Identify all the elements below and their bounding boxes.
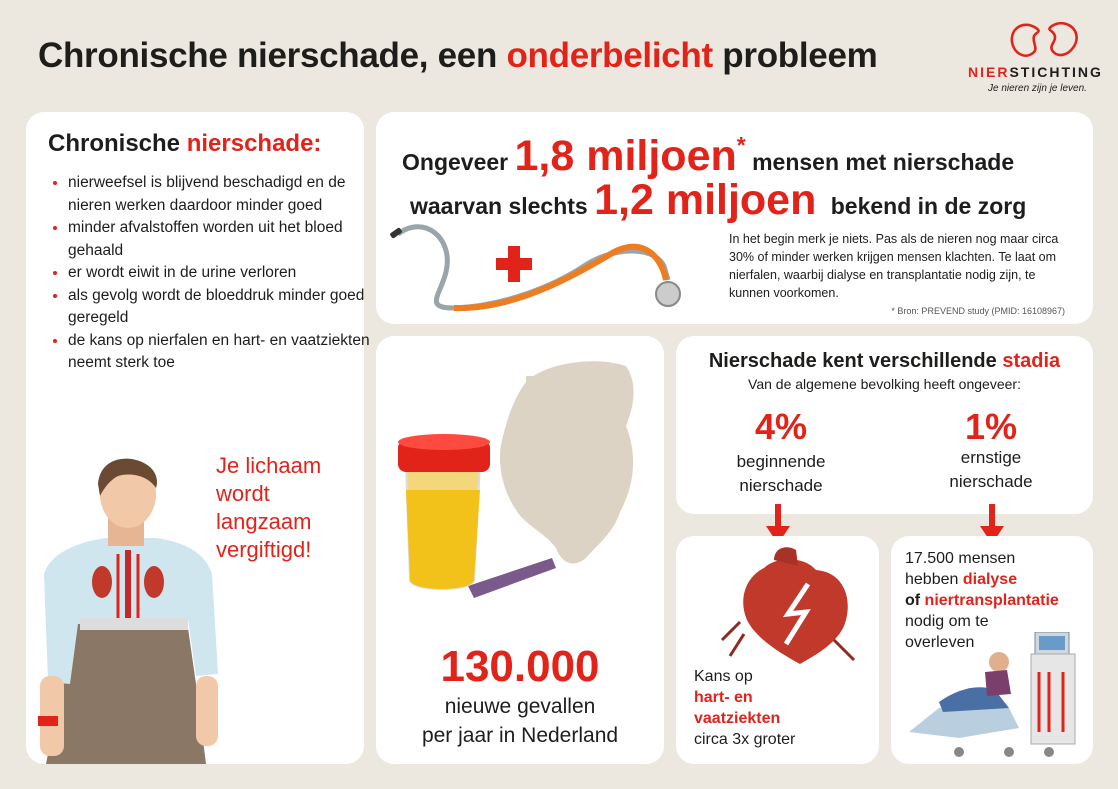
person-illustration	[36, 454, 236, 764]
broken-heart-illustration	[704, 540, 874, 668]
stethoscope-icon	[384, 216, 694, 316]
logo-slogan: Je nieren zijn je leven.	[988, 83, 1087, 94]
source-note: * Bron: PREVEND study (PMID: 16108967)	[891, 306, 1065, 316]
symptoms-paragraph: In het begin merk je niets. Pas als de nieren nog maar circa 30% of minder werken krijgen mensen klachten. Te laat om nierfalen, waarbij dialyse en transplantatie nodig zijn, te kunnen voorkomen.	[729, 232, 1059, 300]
logo-brand-name: NIERSTICHTING	[968, 64, 1103, 80]
definition-card	[26, 112, 370, 764]
page-title: Chronische nierschade, een onderbelicht probleem	[38, 36, 878, 75]
stage-severe-label: ernstige nierschade	[949, 448, 1033, 491]
list-item: • er wordt eiwit in de urine verloren	[68, 262, 378, 285]
list-item: • minder afvalstoffen worden uit het bloed gehaald	[68, 217, 378, 262]
stages-heading: Nierschade kent verschillende stadia	[708, 350, 1061, 372]
nierstichting-logo	[968, 20, 1103, 100]
prevalence-line-1: Ongeveer 1,8 miljoen* mensen met nierschade	[402, 132, 1015, 180]
dialysis-text: 17.500 mensen hebben dialyse of niertransplantatie nodig om te overleven	[905, 550, 1059, 651]
kidney-logo-icon	[1006, 20, 1086, 64]
dialysis-card	[891, 536, 1093, 764]
prevalence-line-2: waarvan slechts 1,2 miljoen bekend in de zorg	[410, 176, 1027, 224]
new-cases-number: 130.000	[440, 642, 600, 691]
definition-list	[48, 172, 378, 375]
netherlands-map-illustration	[376, 336, 664, 626]
stage-early-percentage: 4%	[754, 406, 808, 447]
stage-severe-percentage: 1%	[964, 406, 1018, 447]
heart-risk-text: Kans op hart- en vaatziekten circa 3x groter	[694, 668, 796, 748]
definition-heading: Chronische nierschade:	[48, 130, 322, 157]
list-item: • de kans op nierfalen en hart- en vaatziekten neemt sterk toe	[68, 330, 378, 375]
new-cases-label: nieuwe gevallen per jaar in Nederland	[421, 695, 619, 747]
stage-early-label: beginnende nierschade	[736, 452, 826, 495]
dialysis-illustration	[899, 632, 1089, 762]
poison-statement: Je lichaam wordt langzaam vergiftigd!	[216, 453, 322, 562]
prevalence-card	[376, 112, 1093, 324]
heart-risk-card	[676, 536, 879, 764]
stages-card	[676, 336, 1093, 514]
new-cases-card	[376, 336, 664, 764]
list-item: • als gevolg wordt de bloeddruk minder goed geregeld	[68, 285, 378, 330]
stages-subheading: Van de algemene bevolking heeft ongeveer:	[748, 376, 1021, 392]
list-item: • nierweefsel is blijvend beschadigd en de nieren werken daardoor minder goed	[68, 172, 378, 217]
